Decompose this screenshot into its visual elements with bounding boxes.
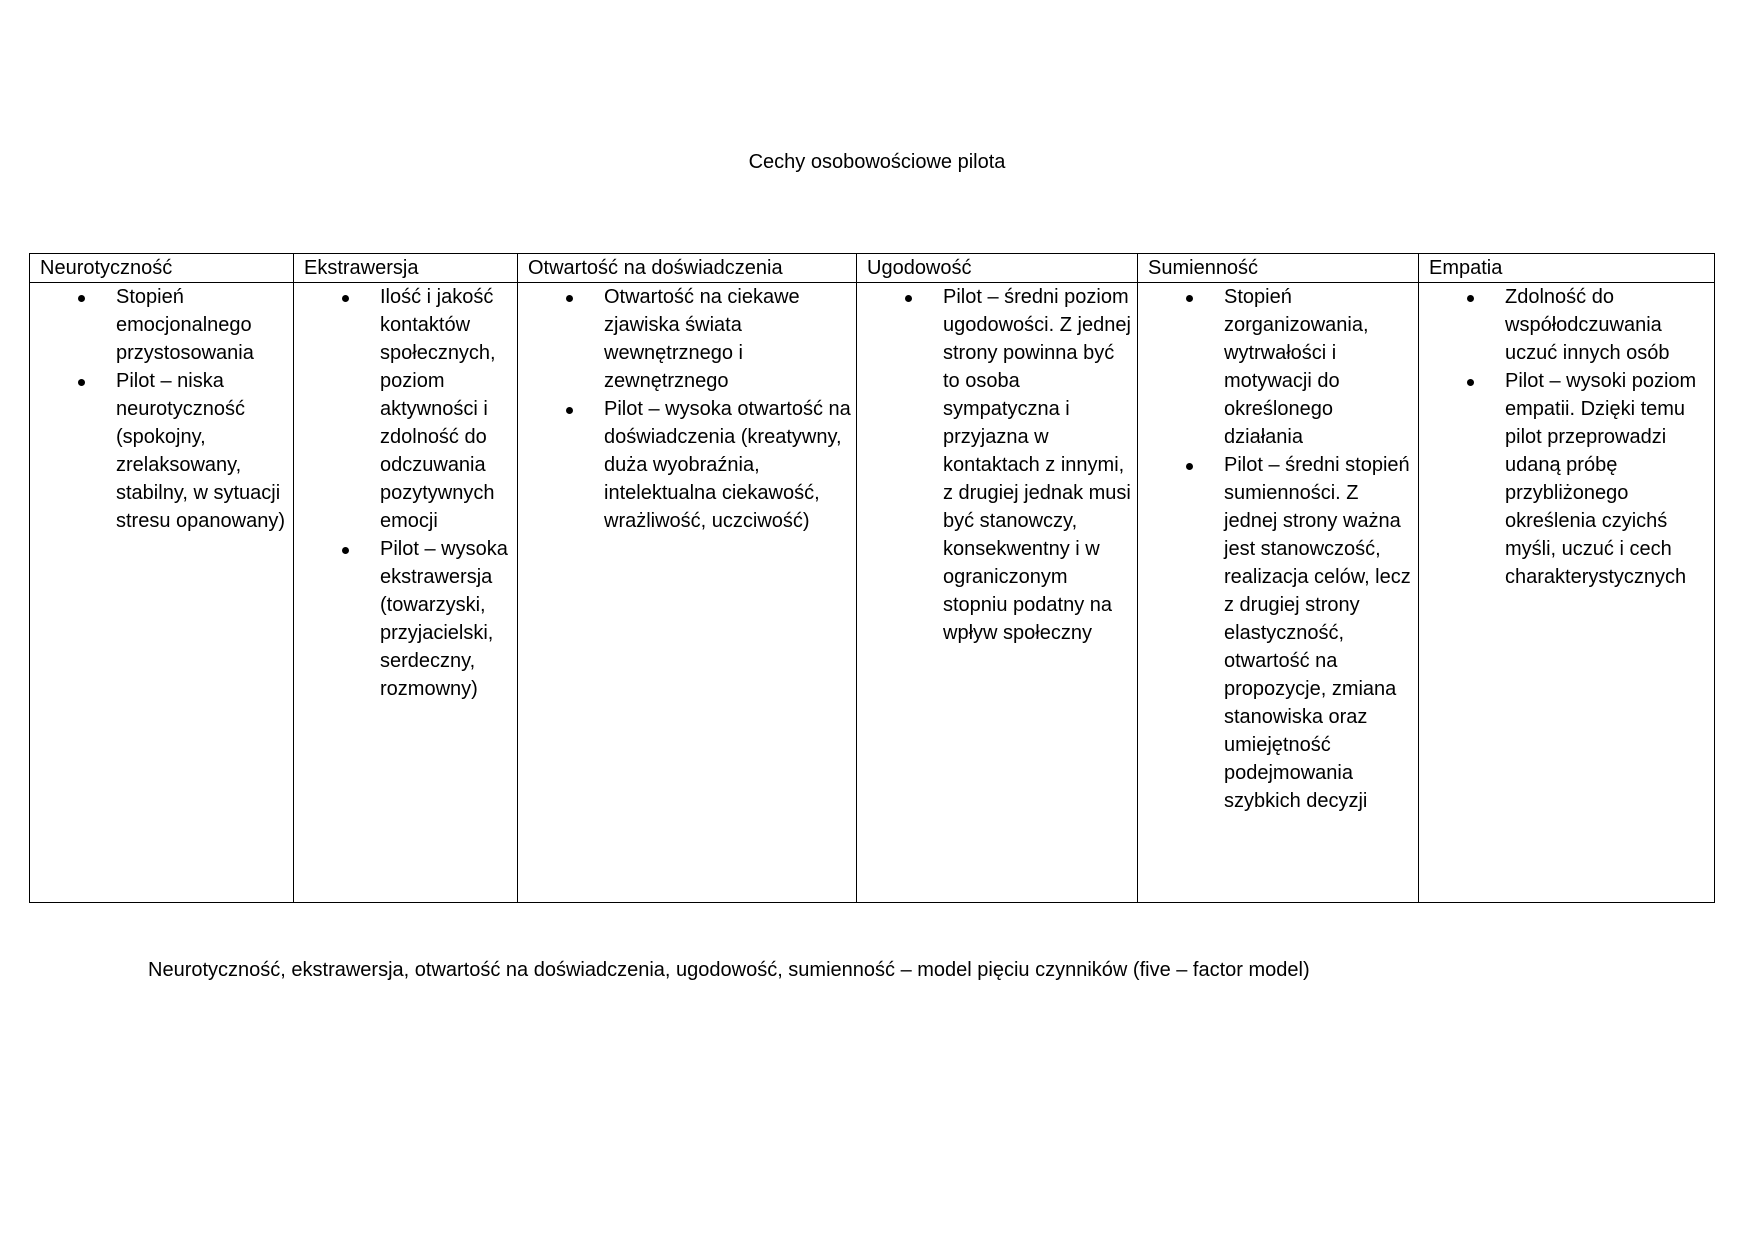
cell-ugodowosc (857, 283, 1138, 903)
list-item: Stopień emocjonalnego przystosowania (116, 283, 291, 367)
bullet-list (518, 283, 854, 535)
bullet-list (30, 283, 291, 535)
list-item: Pilot – średni poziom ugodowości. Z jednej strony powinna być to osoba sympatyczna i przyjazna w kontaktach z innymi, z drugiej jednak musi być stanowczy, konsekwentny i w ograniczonym stopniu podatny na wpływ społeczny (943, 283, 1135, 647)
list-item: Pilot – wysoki poziom empatii. Dzięki temu pilot przeprowadzi udaną próbę przybliżonego określenia czyichś myśli, uczuć i cech charakterystycznych (1505, 367, 1712, 591)
cell-ekstrawersja (294, 283, 518, 903)
list-item: Pilot – wysoka ekstrawersja (towarzyski, przyjacielski, serdeczny, rozmowny) (380, 535, 515, 703)
header-ugodowosc: Ugodowość (857, 254, 1138, 283)
cell-neurotycznosc (30, 283, 294, 903)
header-sumiennosc: Sumienność (1138, 254, 1419, 283)
bullet-list (857, 283, 1135, 647)
header-otwartosc: Otwartość na doświadczenia (518, 254, 857, 283)
table-body-row (30, 283, 1715, 903)
list-item: Pilot – niska neurotyczność (spokojny, zrelaksowany, stabilny, w sytuacji stresu opanowany) (116, 367, 291, 535)
header-neurotycznosc: Neurotyczność (30, 254, 294, 283)
bullet-list (1138, 283, 1416, 815)
bullet-list (1419, 283, 1712, 591)
traits-table (29, 253, 1715, 903)
cell-otwartosc (518, 283, 857, 903)
bullet-list (294, 283, 515, 703)
header-empatia: Empatia (1419, 254, 1715, 283)
table-header-row (30, 254, 1715, 283)
list-item: Otwartość na ciekawe zjawiska świata wewnętrznego i zewnętrznego (604, 283, 854, 395)
list-item: Stopień zorganizowania, wytrwałości i motywacji do określonego działania (1224, 283, 1416, 451)
list-item: Ilość i jakość kontaktów społecznych, poziom aktywności i zdolność do odczuwania pozytywnych emocji (380, 283, 515, 535)
list-item: Zdolność do współodczuwania uczuć innych osób (1505, 283, 1712, 367)
list-item: Pilot – średni stopień sumienności. Z jednej strony ważna jest stanowczość, realizacja celów, lecz z drugiej strony elastyczność, otwartość na propozycje, zmiana stanowiska oraz umiejętność podejmowania szybkich decyzji (1224, 451, 1416, 815)
list-item: Pilot – wysoka otwartość na doświadczenia (kreatywny, duża wyobraźnia, intelektualna ciekawość, wrażliwość, uczciwość) (604, 395, 854, 535)
footnote: Neurotyczność, ekstrawersja, otwartość na doświadczenia, ugodowość, sumienność – model pięciu czynników (five – factor model) (148, 959, 1310, 981)
header-ekstrawersja: Ekstrawersja (294, 254, 518, 283)
page-title: Cechy osobowościowe pilota (748, 151, 1006, 173)
cell-empatia (1419, 283, 1715, 903)
cell-sumiennosc (1138, 283, 1419, 903)
